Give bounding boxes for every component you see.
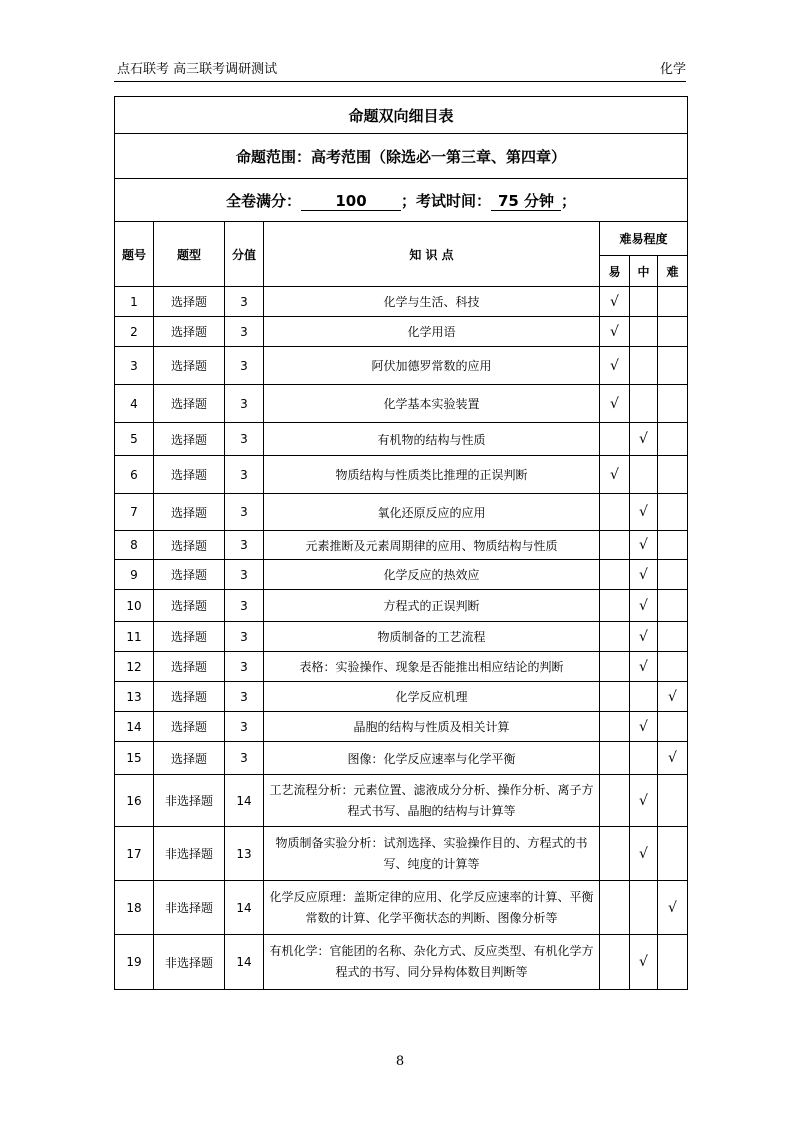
check-mark: √	[639, 718, 648, 735]
time-end: ；	[561, 191, 577, 210]
time-value: 75 分钟	[491, 193, 561, 211]
check-mark: √	[639, 431, 648, 447]
knowledge-point: 化学反应原理：盖斯定律的应用、化学反应速率的计算、平衡常数的计算、化学平衡状态的判断、图像分析等	[264, 881, 600, 935]
question-type: 选择题	[154, 317, 225, 347]
question-number: 1	[115, 287, 154, 317]
table-row	[115, 317, 688, 347]
check-mark: √	[610, 466, 619, 483]
difficulty-hard-cell	[658, 712, 688, 742]
table-row	[115, 423, 688, 456]
exam-meta	[115, 179, 688, 222]
time-label: ；考试时间：	[401, 191, 492, 210]
check-mark: √	[610, 395, 619, 412]
difficulty-hard-cell	[658, 494, 688, 531]
question-type: 选择题	[154, 385, 225, 423]
question-score: 3	[225, 590, 264, 622]
difficulty-medium-cell	[630, 775, 658, 827]
question-score: 3	[225, 652, 264, 682]
question-number: 2	[115, 317, 154, 347]
difficulty-medium-cell	[630, 652, 658, 682]
question-type: 选择题	[154, 456, 225, 494]
table-row	[115, 494, 688, 531]
difficulty-hard-cell	[658, 531, 688, 560]
difficulty-easy-cell	[600, 590, 630, 622]
difficulty-medium-cell	[630, 531, 658, 560]
question-type: 非选择题	[154, 935, 225, 990]
question-number: 8	[115, 531, 154, 560]
header-knowledge: 知 识 点	[264, 222, 600, 287]
difficulty-easy-cell	[600, 652, 630, 682]
difficulty-hard-cell	[658, 317, 688, 347]
full-score-label: 全卷满分：	[225, 191, 301, 210]
full-score-value: 100	[301, 193, 401, 211]
knowledge-point: 有机化学：官能团的名称、杂化方式、反应类型、有机化学方程式的书写、同分异构体数目判断等	[264, 935, 600, 990]
question-number: 12	[115, 652, 154, 682]
header-score: 分值	[225, 222, 264, 287]
header-divider	[114, 81, 686, 82]
question-number: 4	[115, 385, 154, 423]
difficulty-medium-cell	[630, 287, 658, 317]
knowledge-point: 化学与生活、科技	[264, 287, 600, 317]
difficulty-hard-cell	[658, 560, 688, 590]
question-type: 选择题	[154, 712, 225, 742]
difficulty-easy-cell	[600, 775, 630, 827]
difficulty-hard-cell	[658, 935, 688, 990]
difficulty-easy-cell	[600, 712, 630, 742]
difficulty-medium-cell	[630, 494, 658, 531]
difficulty-easy-cell	[600, 622, 630, 652]
knowledge-point: 化学基本实验装置	[264, 385, 600, 423]
difficulty-medium-cell	[630, 712, 658, 742]
table-row	[115, 347, 688, 385]
table-row	[115, 742, 688, 775]
question-type: 选择题	[154, 590, 225, 622]
difficulty-medium-cell	[630, 560, 658, 590]
difficulty-easy-cell	[600, 560, 630, 590]
difficulty-hard-cell	[658, 881, 688, 935]
table-row	[115, 456, 688, 494]
question-number: 16	[115, 775, 154, 827]
question-type: 选择题	[154, 652, 225, 682]
check-mark: √	[610, 357, 619, 374]
difficulty-hard-cell	[658, 622, 688, 652]
question-type: 非选择题	[154, 881, 225, 935]
question-score: 3	[225, 622, 264, 652]
difficulty-hard-cell	[658, 456, 688, 494]
question-score: 14	[225, 775, 264, 827]
question-type: 选择题	[154, 560, 225, 590]
check-mark: √	[610, 323, 619, 340]
difficulty-easy-cell	[600, 347, 630, 385]
knowledge-point: 化学用语	[264, 317, 600, 347]
knowledge-point: 氧化还原反应的应用	[264, 494, 600, 531]
knowledge-point: 阿伏加德罗常数的应用	[264, 347, 600, 385]
difficulty-easy-cell	[600, 385, 630, 423]
difficulty-hard-cell	[658, 590, 688, 622]
check-mark: √	[639, 566, 648, 583]
difficulty-easy-cell	[600, 935, 630, 990]
check-mark: √	[639, 954, 648, 970]
check-mark: √	[639, 537, 648, 553]
question-score: 14	[225, 935, 264, 990]
header-subject: 化学	[659, 62, 686, 77]
question-number: 14	[115, 712, 154, 742]
difficulty-hard-cell	[658, 347, 688, 385]
difficulty-easy-cell	[600, 317, 630, 347]
page-number: 8	[395, 1054, 405, 1069]
table-row	[115, 827, 688, 881]
question-type: 选择题	[154, 494, 225, 531]
difficulty-medium-cell	[630, 682, 658, 712]
difficulty-easy-cell	[600, 881, 630, 935]
question-score: 3	[225, 560, 264, 590]
question-number: 19	[115, 935, 154, 990]
difficulty-medium-cell	[630, 881, 658, 935]
question-number: 15	[115, 742, 154, 775]
knowledge-point: 化学反应的热效应	[264, 560, 600, 590]
check-mark: √	[668, 899, 677, 916]
question-number: 3	[115, 347, 154, 385]
question-score: 3	[225, 317, 264, 347]
question-number: 9	[115, 560, 154, 590]
difficulty-medium-cell	[630, 742, 658, 775]
difficulty-medium-cell	[630, 590, 658, 622]
table-title: 命题双向细目表	[115, 97, 688, 134]
question-score: 3	[225, 712, 264, 742]
question-score: 3	[225, 385, 264, 423]
difficulty-medium-cell	[630, 622, 658, 652]
table-row	[115, 775, 688, 827]
table-row	[115, 712, 688, 742]
question-score: 3	[225, 423, 264, 456]
question-number: 7	[115, 494, 154, 531]
knowledge-point: 图像：化学反应速率与化学平衡	[264, 742, 600, 775]
difficulty-hard-cell	[658, 385, 688, 423]
specification-table	[114, 96, 688, 990]
difficulty-medium-cell	[630, 827, 658, 881]
header-difficulty: 难易程度	[600, 222, 688, 256]
difficulty-easy-cell	[600, 682, 630, 712]
header-medium: 中	[630, 256, 658, 287]
header-type: 题型	[154, 222, 225, 287]
header-easy: 易	[600, 256, 630, 287]
question-number: 5	[115, 423, 154, 456]
question-score: 14	[225, 881, 264, 935]
difficulty-easy-cell	[600, 742, 630, 775]
table-row	[115, 590, 688, 622]
knowledge-point: 物质制备的工艺流程	[264, 622, 600, 652]
difficulty-easy-cell	[600, 423, 630, 456]
knowledge-point: 晶胞的结构与性质及相关计算	[264, 712, 600, 742]
question-type: 选择题	[154, 531, 225, 560]
knowledge-point: 方程式的正误判断	[264, 590, 600, 622]
difficulty-medium-cell	[630, 385, 658, 423]
question-number: 11	[115, 622, 154, 652]
question-score: 3	[225, 742, 264, 775]
difficulty-easy-cell	[600, 456, 630, 494]
question-type: 选择题	[154, 423, 225, 456]
question-score: 3	[225, 531, 264, 560]
question-type: 选择题	[154, 347, 225, 385]
question-number: 6	[115, 456, 154, 494]
question-score: 13	[225, 827, 264, 881]
table-row	[115, 622, 688, 652]
check-mark: √	[639, 792, 648, 809]
knowledge-point: 表格：实验操作、现象是否能推出相应结论的判断	[264, 652, 600, 682]
check-mark: √	[639, 504, 648, 520]
question-type: 非选择题	[154, 827, 225, 881]
question-number: 18	[115, 881, 154, 935]
difficulty-hard-cell	[658, 287, 688, 317]
question-score: 3	[225, 456, 264, 494]
header-left-text: 点石联考 高三联考调研测试	[117, 62, 278, 77]
check-mark: √	[639, 845, 648, 862]
table-row	[115, 385, 688, 423]
difficulty-easy-cell	[600, 531, 630, 560]
knowledge-point: 工艺流程分析：元素位置、滤液成分分析、操作分析、离子方程式书写、晶胞的结构与计算等	[264, 775, 600, 827]
question-type: 非选择题	[154, 775, 225, 827]
table-row	[115, 935, 688, 990]
difficulty-hard-cell	[658, 827, 688, 881]
header-hard: 难	[658, 256, 688, 287]
difficulty-hard-cell	[658, 682, 688, 712]
difficulty-easy-cell	[600, 827, 630, 881]
header-num: 题号	[115, 222, 154, 287]
question-score: 3	[225, 494, 264, 531]
check-mark: √	[639, 658, 648, 675]
knowledge-point: 物质结构与性质类比推理的正误判断	[264, 456, 600, 494]
question-number: 13	[115, 682, 154, 712]
knowledge-point: 有机物的结构与性质	[264, 423, 600, 456]
table-row	[115, 287, 688, 317]
knowledge-point: 物质制备实验分析：试剂选择、实验操作目的、方程式的书写、纯度的计算等	[264, 827, 600, 881]
difficulty-medium-cell	[630, 935, 658, 990]
difficulty-hard-cell	[658, 775, 688, 827]
check-mark: √	[639, 597, 648, 614]
question-score: 3	[225, 347, 264, 385]
question-number: 10	[115, 590, 154, 622]
table-row	[115, 531, 688, 560]
table-row	[115, 652, 688, 682]
question-type: 选择题	[154, 287, 225, 317]
difficulty-hard-cell	[658, 423, 688, 456]
difficulty-hard-cell	[658, 742, 688, 775]
table-row	[115, 881, 688, 935]
table-row	[115, 682, 688, 712]
table-row	[115, 560, 688, 590]
check-mark: √	[639, 628, 648, 645]
difficulty-easy-cell	[600, 287, 630, 317]
knowledge-point: 化学反应机理	[264, 682, 600, 712]
difficulty-medium-cell	[630, 456, 658, 494]
check-mark: √	[668, 750, 677, 766]
question-type: 选择题	[154, 622, 225, 652]
difficulty-medium-cell	[630, 317, 658, 347]
difficulty-medium-cell	[630, 423, 658, 456]
knowledge-point: 元素推断及元素周期律的应用、物质结构与性质	[264, 531, 600, 560]
question-score: 3	[225, 682, 264, 712]
question-type: 选择题	[154, 682, 225, 712]
question-score: 3	[225, 287, 264, 317]
question-number: 17	[115, 827, 154, 881]
check-mark: √	[668, 688, 677, 705]
difficulty-medium-cell	[630, 347, 658, 385]
difficulty-easy-cell	[600, 494, 630, 531]
question-type: 选择题	[154, 742, 225, 775]
difficulty-hard-cell	[658, 652, 688, 682]
check-mark: √	[610, 293, 619, 310]
exam-scope: 命题范围：高考范围（除选必一第三章、第四章）	[115, 134, 688, 179]
